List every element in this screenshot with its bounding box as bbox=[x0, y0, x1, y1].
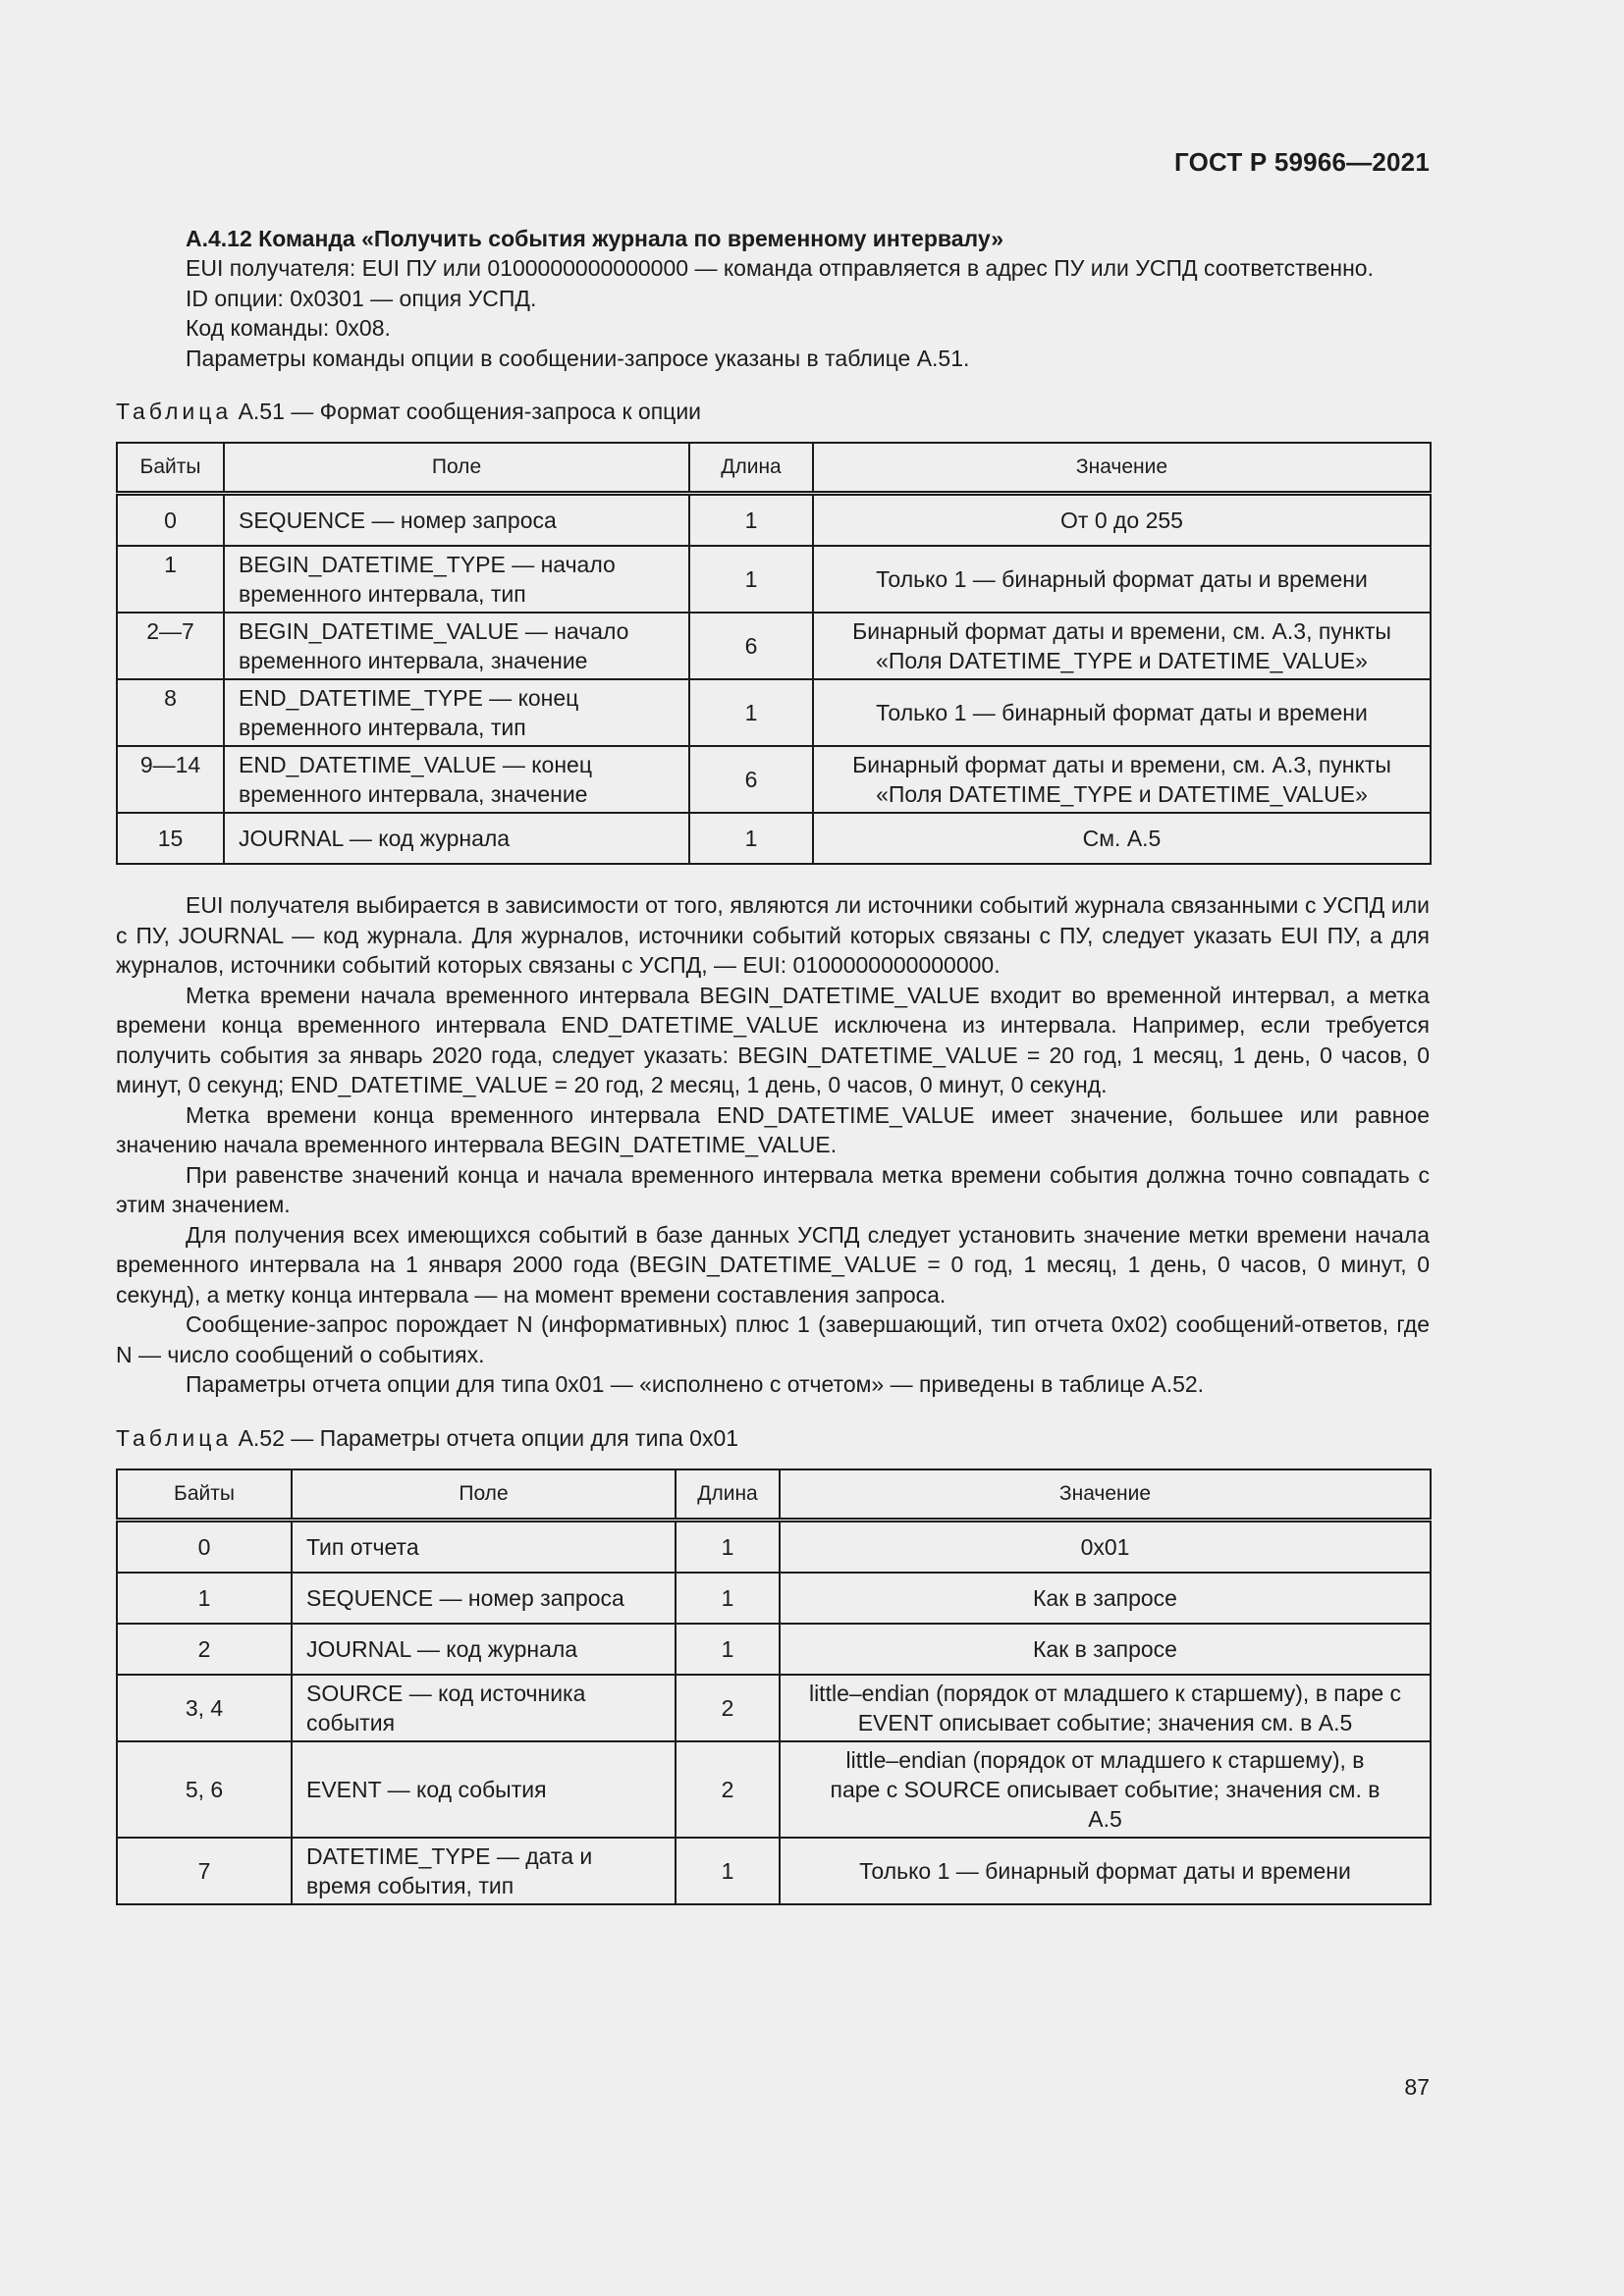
table-a52-caption bbox=[116, 1423, 1430, 1453]
cell-bytes: 0 bbox=[117, 494, 224, 547]
table-row bbox=[117, 1741, 1431, 1838]
column-header: Поле bbox=[292, 1469, 676, 1521]
cell-length: 1 bbox=[689, 494, 813, 547]
column-header: Длина bbox=[676, 1469, 780, 1521]
table-row bbox=[117, 1573, 1431, 1624]
cell-bytes: 1 bbox=[117, 546, 224, 613]
cell-bytes: 8 bbox=[117, 679, 224, 746]
table-caption-text: А.51 — Формат сообщения-запроса к опции bbox=[232, 399, 702, 424]
cell-length: 1 bbox=[676, 1838, 780, 1904]
table-caption-text: А.52 — Параметры отчета опции для типа 0x01 bbox=[232, 1424, 739, 1451]
cell-field: END_DATETIME_VALUE — конец временного интервала, значение bbox=[224, 746, 689, 813]
table-row bbox=[117, 746, 1431, 813]
column-header: Значение bbox=[780, 1469, 1431, 1521]
cell-length: 6 bbox=[689, 613, 813, 679]
cell-field: JOURNAL — код журнала bbox=[292, 1624, 676, 1675]
page-content bbox=[116, 224, 1430, 1905]
cell-length: 1 bbox=[689, 813, 813, 864]
cell-field: BEGIN_DATETIME_VALUE — начало временного интервала, значение bbox=[224, 613, 689, 679]
cell-value: Как в запросе bbox=[780, 1573, 1431, 1624]
cell-field: END_DATETIME_TYPE — конец временного интервала, тип bbox=[224, 679, 689, 746]
table-row bbox=[117, 613, 1431, 679]
table-row bbox=[117, 1520, 1431, 1573]
cell-value: См. А.5 bbox=[813, 813, 1431, 864]
cell-length: 1 bbox=[676, 1520, 780, 1573]
table-row bbox=[117, 813, 1431, 864]
body-paragraph: При равенстве значений конца и начала временного интервала метка времени события должна точно совпадать с этим значением. bbox=[116, 1161, 1430, 1217]
page-number: 87 bbox=[1404, 2074, 1430, 2100]
table-header-row bbox=[117, 443, 1431, 494]
standard-identifier: ГОСТ Р 59966—2021 bbox=[1174, 147, 1430, 177]
cell-length: 1 bbox=[689, 679, 813, 746]
cell-value: Только 1 — бинарный формат даты и времени bbox=[813, 546, 1431, 613]
column-header: Поле bbox=[224, 443, 689, 494]
cell-value: Только 1 — бинарный формат даты и времени bbox=[780, 1838, 1431, 1904]
cell-field: SEQUENCE — номер запроса bbox=[224, 494, 689, 547]
table-a51 bbox=[116, 442, 1432, 865]
table-row bbox=[117, 1838, 1431, 1904]
body-paragraph: Метка времени конца временного интервала END_DATETIME_VALUE имеет значение, большее или равное значению начала временного интервала BEGIN_DATETIME_VALUE. bbox=[116, 1101, 1430, 1157]
cell-value: little–endian (порядок от младшего к старшему), в паре с SOURCE описывает событие; значения см. в А.5 bbox=[780, 1741, 1431, 1838]
cell-length: 2 bbox=[676, 1675, 780, 1741]
cell-value: Как в запросе bbox=[780, 1624, 1431, 1675]
table-row bbox=[117, 494, 1431, 547]
cell-value: little–endian (порядок от младшего к старшему), в паре с EVENT описывает событие; значения см. в А.5 bbox=[780, 1675, 1431, 1741]
spacer bbox=[116, 865, 1430, 890]
cell-length: 6 bbox=[689, 746, 813, 813]
cell-field: SOURCE — код источника события bbox=[292, 1675, 676, 1741]
cell-bytes: 1 bbox=[117, 1573, 292, 1624]
cell-value: Бинарный формат даты и времени, см. А.3, пункты «Поля DATETIME_TYPE и DATETIME_VALUE» bbox=[813, 613, 1431, 679]
cell-length: 1 bbox=[676, 1624, 780, 1675]
cell-length: 1 bbox=[689, 546, 813, 613]
section-title: А.4.12 Команда «Получить события журнала по временному интервалу» bbox=[186, 226, 1003, 251]
cell-field: Тип отчета bbox=[292, 1520, 676, 1573]
cell-bytes: 2—7 bbox=[117, 613, 224, 679]
intro-paragraph: Код команды: 0x08. bbox=[186, 315, 391, 341]
table-row bbox=[117, 1675, 1431, 1741]
cell-value: Только 1 — бинарный формат даты и времени bbox=[813, 679, 1431, 746]
intro-paragraph: ID опции: 0x0301 — опция УСПД. bbox=[186, 285, 537, 311]
cell-field: DATETIME_TYPE — дата и время события, тип bbox=[292, 1838, 676, 1904]
cell-bytes: 3, 4 bbox=[117, 1675, 292, 1741]
cell-bytes: 7 bbox=[117, 1838, 292, 1904]
cell-field: SEQUENCE — номер запроса bbox=[292, 1573, 676, 1624]
body-paragraph: Параметры отчета опции для типа 0x01 — «исполнено с отчетом» — приведены в таблице А.52. bbox=[186, 1371, 1205, 1397]
cell-field: BEGIN_DATETIME_TYPE — начало временного интервала, тип bbox=[224, 546, 689, 613]
cell-bytes: 2 bbox=[117, 1624, 292, 1675]
table-caption-word: Таблица bbox=[116, 399, 233, 424]
column-header: Значение bbox=[813, 443, 1431, 494]
column-header: Байты bbox=[117, 1469, 292, 1521]
intro-paragraph: EUI получателя: EUI ПУ или 0100000000000000 — команда отправляется в адрес ПУ или УСПД соответственно. bbox=[186, 255, 1374, 281]
table-header-row bbox=[117, 1469, 1431, 1521]
table-a52 bbox=[116, 1468, 1432, 1905]
table-row bbox=[117, 1624, 1431, 1675]
column-header: Байты bbox=[117, 443, 224, 494]
cell-value: 0x01 bbox=[780, 1520, 1431, 1573]
cell-length: 1 bbox=[676, 1573, 780, 1624]
column-header: Длина bbox=[689, 443, 813, 494]
cell-length: 2 bbox=[676, 1741, 780, 1838]
table-caption-word: Таблица bbox=[116, 1424, 233, 1451]
cell-field: EVENT — код события bbox=[292, 1741, 676, 1838]
body-paragraph: Метка времени начала временного интервала BEGIN_DATETIME_VALUE входит во временной интервал, а метка времени конца временного интервала END_DATETIME_VALUE исключена из интервала. Например, если требуется получить события за январь 2020 года, следует указать: BEGIN_DATETIME_VALUE = 20 год, 1 месяц, 1 день, 0 часов, 0 минут, 0 секунд; END_DATETIME_VALUE = 20 год, 2 месяц, 1 день, 0 часов, 0 минут, 0 секунд. bbox=[116, 982, 1430, 1097]
cell-value: Бинарный формат даты и времени, см. А.3, пункты «Поля DATETIME_TYPE и DATETIME_VALUE» bbox=[813, 746, 1431, 813]
cell-field: JOURNAL — код журнала bbox=[224, 813, 689, 864]
cell-bytes: 5, 6 bbox=[117, 1741, 292, 1838]
body-paragraph: Для получения всех имеющихся событий в базе данных УСПД следует установить значение метки времени начала временного интервала на 1 января 2000 года (BEGIN_DATETIME_VALUE = 0 год, 1 месяц, 1 день, 0 часов, 0 минут, 0 секунд), а метку конца интервала — на момент времени составления запроса. bbox=[116, 1221, 1430, 1308]
intro-paragraph: Параметры команды опции в сообщении-запросе указаны в таблице А.51. bbox=[186, 345, 970, 371]
table-row bbox=[117, 679, 1431, 746]
table-a51-caption bbox=[116, 397, 1430, 426]
table-row bbox=[117, 546, 1431, 613]
cell-bytes: 0 bbox=[117, 1520, 292, 1573]
cell-bytes: 15 bbox=[117, 813, 224, 864]
body-paragraph: EUI получателя выбирается в зависимости от того, являются ли источники событий журнала связанными с УСПД или с ПУ, JOURNAL — код журнала. Для журналов, источники событий которых связаны с ПУ, следует указать EUI ПУ, а для журналов, источники событий которых связаны с УСПД, — EUI: 0100000000000000. bbox=[116, 892, 1430, 978]
body-paragraph: Сообщение-запрос порождает N (информативных) плюс 1 (завершающий, тип отчета 0x02) сообщений-ответов, где N — число сообщений о событиях. bbox=[116, 1311, 1430, 1367]
cell-bytes: 9—14 bbox=[117, 746, 224, 813]
cell-value: От 0 до 255 bbox=[813, 494, 1431, 547]
